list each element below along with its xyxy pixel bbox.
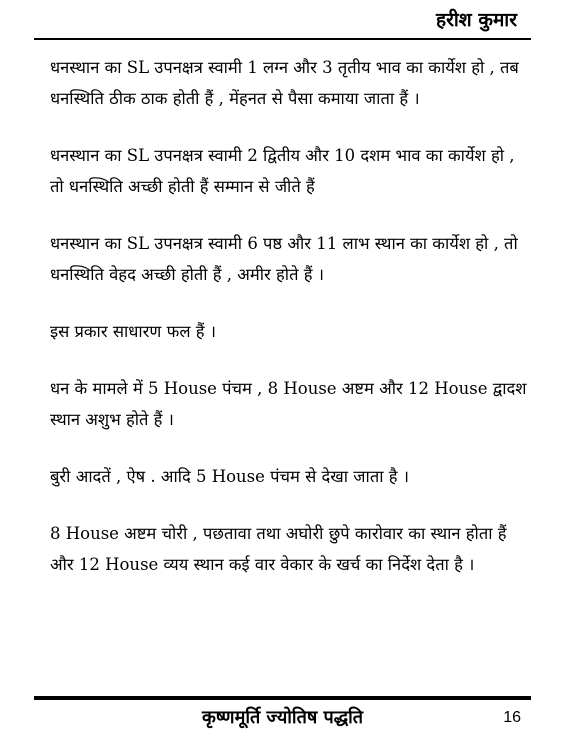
paragraph-4: इस प्रकार साधारण फल हैं । — [50, 322, 217, 341]
page-content — [50, 52, 528, 606]
paragraph-1: धनस्थान का SL उपनक्षत्र स्वामी 1 लग्न और 3 तृतीय भाव का कार्येश हो , तब धनस्थिति ठीक ठाक होती हैं , मेंहनत से पैसा कमाया जाता हैं । — [50, 58, 519, 108]
footer-book-title: कृष्णमूर्ति ज्योतिष पद्धति — [201, 707, 364, 728]
footer-divider — [34, 696, 531, 700]
paragraph-7: 8 House अष्टम चोरी , पछतावा तथा अघोरी छुपे कारोवार का स्थान होता हैं और 12 House व्यय स्थान कई वार वेकार के खर्च का निर्देश देता है । — [50, 524, 507, 574]
paragraph-2: धनस्थान का SL उपनक्षत्र स्वामी 2 द्वितीय और 10 दशम भाव का कार्येश हो , तो धनस्थिति अच्छी होती हैं सम्मान से जीते हैं — [50, 146, 515, 196]
page-number: 16 — [503, 709, 521, 726]
paragraph-5: धन के मामले में 5 House पंचम , 8 House अष्टम और 12 House द्वादश स्थान अशुभ होते हैं । — [50, 379, 527, 429]
paragraph-3: धनस्थान का SL उपनक्षत्र स्वामी 6 पष्ठ और 11 लाभ स्थान का कार्येश हो , तो धनस्थिति वेहद अच्छी होती हैं , अमीर होते हैं । — [50, 234, 518, 284]
paragraph-6: बुरी आदतें , ऐष . आदि 5 House पंचम से देखा जाता है । — [50, 467, 409, 486]
page-header-author: हरीश कुमार — [436, 9, 517, 31]
header-divider — [34, 38, 531, 40]
